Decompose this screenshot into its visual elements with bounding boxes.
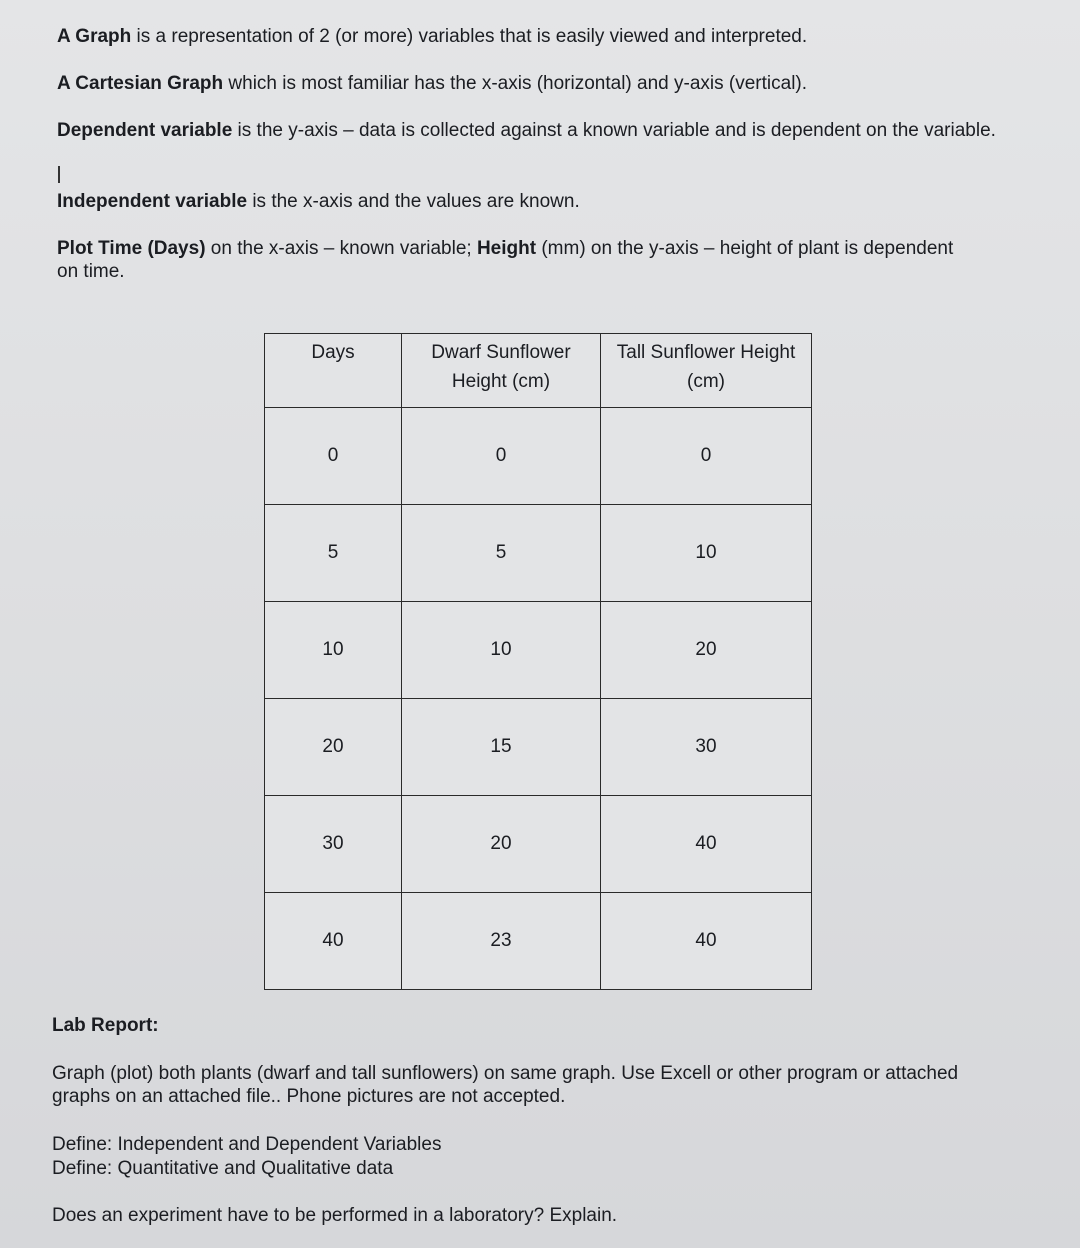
plot-instruction-rest: (mm) on the y-axis – height of plant is dependent on time.	[57, 238, 954, 282]
term-cartesian-graph: A Cartesian Graph	[57, 73, 224, 94]
cell-days: 20	[265, 699, 402, 796]
term-graph: A Graph	[57, 26, 132, 47]
lab-report-instruction: Graph (plot) both plants (dwarf and tall sunflowers) on same graph. Use Excell or other program or attached graphs on an attached file.. Phone pictures are not accepted.	[52, 1063, 959, 1107]
lab-report-question: Does an experiment have to be performed in a laboratory? Explain.	[52, 1205, 618, 1226]
lab-report-define-data: Define: Quantitative and Qualitative data	[52, 1158, 394, 1179]
cell-days: 0	[265, 408, 402, 505]
intro-dependent-definition	[57, 119, 1002, 142]
header-dwarf-height: Dwarf Sunflower Height (cm)	[402, 334, 601, 408]
table-header-row	[265, 334, 812, 408]
cell-tall-height: 20	[601, 602, 812, 699]
header-days: Days	[265, 334, 402, 408]
intro-independent-text: is the x-axis and the values are known.	[247, 191, 580, 212]
cell-days: 5	[265, 505, 402, 602]
cell-dwarf-height: 10	[402, 602, 601, 699]
plot-instruction-mid: on the x-axis – known variable;	[205, 238, 477, 259]
cell-tall-height: 30	[601, 699, 812, 796]
term-independent-variable: Independent variable	[57, 191, 248, 212]
term-dependent-variable: Dependent variable	[57, 120, 233, 141]
cell-days: 30	[265, 796, 402, 893]
lab-report-define-variables: Define: Independent and Dependent Variables	[52, 1134, 442, 1155]
intro-graph-text: is a representation of 2 (or more) variables that is easily viewed and interpreted.	[131, 26, 808, 47]
plot-instruction	[57, 237, 957, 283]
table-row	[265, 699, 812, 796]
intro-cartesian-text: which is most familiar has the x-axis (horizontal) and y-axis (vertical).	[223, 73, 808, 94]
cell-dwarf-height: 20	[402, 796, 601, 893]
cell-days: 40	[265, 893, 402, 990]
cell-dwarf-height: 0	[402, 408, 601, 505]
intro-independent-definition	[57, 190, 1057, 213]
lab-report-heading: Lab Report:	[52, 1015, 159, 1036]
table-row	[265, 796, 812, 893]
cell-tall-height: 0	[601, 408, 812, 505]
cell-dwarf-height: 15	[402, 699, 601, 796]
table-row	[265, 408, 812, 505]
intro-dependent-text: is the y-axis – data is collected against a known variable and is dependent on the variable.	[232, 120, 996, 141]
term-plot-time: Plot Time (Days)	[57, 238, 206, 259]
intro-cartesian-definition	[57, 72, 1057, 95]
cell-dwarf-height: 5	[402, 505, 601, 602]
table-row	[265, 602, 812, 699]
cell-tall-height: 10	[601, 505, 812, 602]
table-row	[265, 893, 812, 990]
cell-days: 10	[265, 602, 402, 699]
cell-tall-height: 40	[601, 796, 812, 893]
intro-graph-definition	[57, 25, 1057, 48]
table-row	[265, 505, 812, 602]
text-cursor	[58, 166, 60, 183]
header-tall-height: Tall Sunflower Height (cm)	[601, 334, 812, 408]
term-height: Height	[476, 238, 537, 259]
cell-dwarf-height: 23	[402, 893, 601, 990]
cell-tall-height: 40	[601, 893, 812, 990]
sunflower-height-table	[264, 333, 812, 990]
